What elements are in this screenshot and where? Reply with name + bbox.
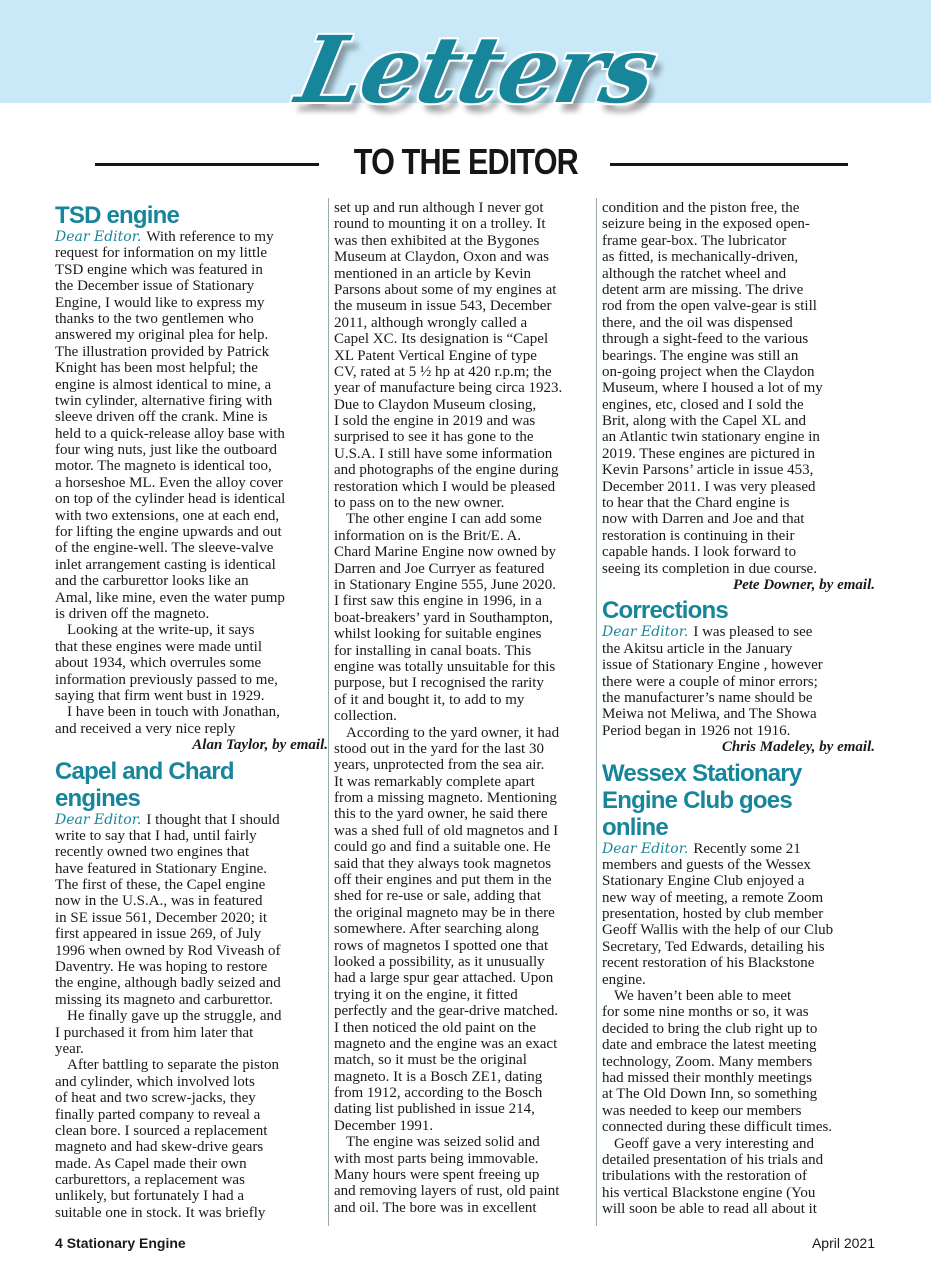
article-heading bbox=[602, 760, 877, 841]
text-line: at The Old Down Inn, so something bbox=[602, 1086, 818, 1103]
text-line: the December issue of Stationary bbox=[55, 278, 255, 295]
column-3 bbox=[602, 200, 877, 1217]
paragraph bbox=[55, 1008, 330, 1057]
paragraph bbox=[334, 200, 609, 511]
text-line: finally parted company to reveal a bbox=[55, 1106, 261, 1123]
text-line: Meiwa not Meliwa, and The Showa bbox=[602, 706, 817, 723]
heading-line: online bbox=[602, 813, 668, 841]
magazine-name: Stationary Engine bbox=[66, 1235, 186, 1251]
text-line: the Akitsu article in the January bbox=[602, 640, 793, 657]
article-heading bbox=[55, 758, 330, 812]
text-line: stood out in the yard for the last 30 bbox=[334, 740, 544, 757]
text-line: have featured in Stationary Engine. bbox=[55, 860, 268, 877]
text-line: information previously passed to me, bbox=[55, 671, 278, 688]
text-line: condition and the piston free, the bbox=[602, 200, 800, 216]
text-line: request for information on my little bbox=[55, 245, 268, 262]
paragraph bbox=[334, 1134, 609, 1216]
text-line: dating list published in issue 214, bbox=[334, 1101, 535, 1118]
text-line: somewhere. After searching along bbox=[334, 921, 539, 938]
text-line: unlikely, but fortunately I had a bbox=[55, 1188, 244, 1205]
text-line: 2011, although wrongly called a bbox=[334, 314, 528, 331]
text-line: Darren and Joe Curryer as featured bbox=[334, 560, 545, 577]
text-line: 2019. These engines are pictured in bbox=[602, 445, 815, 462]
text-line: a horseshoe ML. Even the alloy cover bbox=[55, 474, 283, 491]
text-line: engine. bbox=[602, 971, 646, 988]
text-line: members and guests of the Wessex bbox=[602, 856, 811, 873]
text-line: Museum, where I housed a lot of my bbox=[602, 380, 823, 397]
text-line: now in the U.S.A., was in featured bbox=[55, 893, 263, 910]
text-line: shed for re-use or sale, adding that bbox=[334, 888, 542, 905]
text-line: engine was totally unsuitable for this bbox=[334, 658, 556, 675]
text-line: said that they always took magnetos bbox=[334, 855, 552, 872]
text-line: bearings. The engine was still an bbox=[602, 347, 799, 364]
text-line: of it and bought it, to add to my bbox=[334, 691, 525, 708]
text-line: whilst looking for suitable engines bbox=[334, 626, 542, 643]
text-line: tribulations with the restoration of bbox=[602, 1168, 807, 1185]
paragraph bbox=[334, 725, 609, 1135]
heading-line: Engine Club goes bbox=[602, 786, 792, 814]
text-line: detailed presentation of his trials and bbox=[602, 1151, 824, 1168]
text-line: recently owned two engines that bbox=[55, 844, 250, 861]
text-line: frame gear-box. The lubricator bbox=[602, 232, 787, 249]
text-line: on-going project when the Claydon bbox=[602, 363, 815, 380]
text-line: Secretary, Ted Edwards, detailing his bbox=[602, 938, 825, 955]
paragraph bbox=[602, 624, 877, 739]
heading-line: Corrections bbox=[602, 597, 728, 625]
text-line: and the carburettor looks like an bbox=[55, 573, 249, 590]
text-line: technology, Zoom. Many members bbox=[602, 1053, 813, 1070]
text-line: December 2011. I was very pleased bbox=[602, 478, 816, 495]
text-line: We haven’t been able to meet bbox=[614, 988, 792, 1005]
text-line: of heat and two screw-jacks, they bbox=[55, 1090, 256, 1107]
letter-signature: Pete Downer, by email. bbox=[732, 576, 875, 593]
text-line: rows of magnetos I spotted one that bbox=[334, 937, 549, 954]
text-line: magneto. It is a Bosch ZE1, dating bbox=[334, 1068, 543, 1085]
text-line: for installing in canal boats. This bbox=[334, 642, 532, 659]
text-line: his vertical Blackstone engine (You bbox=[602, 1184, 816, 1201]
paragraph bbox=[55, 1057, 330, 1221]
text-line: Looking at the write-up, it says bbox=[67, 622, 255, 639]
text-line: Geoff Wallis with the help of our Club bbox=[602, 922, 834, 939]
text-line: off their engines and put them in the bbox=[334, 872, 552, 889]
text-line: from a missing magneto. Mentioning bbox=[334, 790, 557, 807]
text-line: Due to Claydon Museum closing, bbox=[334, 396, 537, 413]
heading-line: Capel and Chard bbox=[55, 757, 234, 785]
text-line: Dear Editor. Recently some 21 bbox=[602, 840, 801, 857]
text-line: Parsons about some of my engines at bbox=[334, 281, 557, 298]
title-rule-right bbox=[610, 163, 848, 166]
text-line: engines, etc, closed and I sold the bbox=[602, 396, 804, 413]
text-line: I then noticed the old paint on the bbox=[334, 1019, 537, 1036]
text-line: the engine, although badly seized and bbox=[55, 975, 281, 992]
text-line: missing its magneto and carburettor. bbox=[55, 991, 273, 1008]
footer-left bbox=[55, 1234, 186, 1252]
text-line: four wing nuts, just like the outboard bbox=[55, 442, 278, 459]
text-line: through a sight-feed to the various bbox=[602, 331, 809, 348]
text-line: to hear that the Chard engine is bbox=[602, 495, 790, 512]
text-line: twin cylinder, alternative firing with bbox=[55, 392, 273, 409]
text-line: date and embrace the latest meeting bbox=[602, 1037, 817, 1054]
text-line: detent arm are missing. The drive bbox=[602, 281, 804, 298]
text-line: match, so it must be the original bbox=[334, 1052, 527, 1069]
page-number: 4 bbox=[55, 1235, 63, 1251]
subtitle-text: TO THE EDITOR bbox=[353, 141, 578, 182]
text-line: write to say that I had, until fairly bbox=[55, 827, 257, 844]
text-line: the manufacturer’s name should be bbox=[602, 689, 813, 706]
text-line: answered my original plea for help. bbox=[55, 327, 269, 344]
text-line: Brit, along with the Capel XL and bbox=[602, 413, 806, 430]
text-line: for lifting the engine upwards and out bbox=[55, 524, 282, 541]
text-line: from 1912, according to the Bosch bbox=[334, 1085, 543, 1102]
text-line: Engine, I would like to express my bbox=[55, 294, 265, 311]
text-line: It was remarkably complete apart bbox=[334, 773, 535, 790]
text-line: to pass on to the new owner. bbox=[334, 495, 505, 512]
text-line: and cylinder, which involved lots bbox=[55, 1073, 255, 1090]
text-line: capable hands. I look forward to bbox=[602, 544, 797, 561]
text-line: Dear Editor. I was pleased to see bbox=[602, 624, 813, 641]
text-line: will soon be able to read all about it bbox=[602, 1201, 817, 1218]
article-heading bbox=[602, 597, 877, 624]
column-1 bbox=[55, 200, 330, 1221]
text-line: had missed their monthly meetings bbox=[602, 1069, 812, 1086]
text-line: inlet arrangement casting is identical bbox=[55, 556, 276, 573]
text-line: Chard Marine Engine now owned by bbox=[334, 544, 557, 561]
text-line: presentation, hosted by club member bbox=[602, 906, 824, 923]
text-line: boat-breakers’ yard in Southampton, bbox=[334, 609, 553, 626]
text-line: restoration is continuing in their bbox=[602, 527, 795, 544]
text-line: set up and run although I never got bbox=[334, 200, 544, 216]
text-line: The first of these, the Capel engine bbox=[55, 877, 266, 894]
letter-signature: Alan Taylor, by email. bbox=[192, 737, 328, 754]
text-line: with most parts being immovable. bbox=[334, 1150, 539, 1167]
text-line: rod from the open valve-gear is still bbox=[602, 298, 817, 315]
text-line: collection. bbox=[334, 708, 397, 725]
article-heading bbox=[55, 202, 330, 229]
text-line: I purchased it from him later that bbox=[55, 1024, 254, 1041]
text-line: the original magneto may be in there bbox=[334, 904, 555, 921]
text-line: thanks to the two gentlemen who bbox=[55, 310, 254, 327]
paragraph bbox=[602, 200, 877, 577]
text-line: The illustration provided by Patrick bbox=[55, 343, 270, 360]
paragraph bbox=[602, 988, 877, 1136]
text-line: He finally gave up the struggle, and bbox=[67, 1008, 282, 1025]
text-line: an Atlantic twin stationary engine in bbox=[602, 429, 820, 446]
text-line: surprised to see it has gone to the bbox=[334, 429, 534, 446]
text-line: I first saw this engine in 1996, in a bbox=[334, 593, 542, 610]
text-line: there, and the oil was dispensed bbox=[602, 314, 793, 331]
text-line: According to the yard owner, it had bbox=[346, 724, 560, 741]
text-line: decided to bring the club right up to bbox=[602, 1020, 818, 1037]
salutation: Dear Editor. bbox=[602, 840, 689, 857]
letters-logo: Letters bbox=[288, 16, 665, 124]
salutation: Dear Editor. bbox=[55, 811, 142, 828]
text-line: and photographs of the engine during bbox=[334, 462, 559, 479]
text-line: Kevin Parsons’ article in issue 453, bbox=[602, 462, 814, 479]
text-line: this to the yard owner, he said there bbox=[334, 806, 548, 823]
salutation: Dear Editor. bbox=[602, 624, 689, 641]
text-line: U.S.A. I still have some information bbox=[334, 445, 553, 462]
text-line: Dear Editor. With reference to my bbox=[55, 229, 274, 245]
text-line: Capel XC. Its designation is “Capel bbox=[334, 331, 549, 348]
text-line: was needed to keep our members bbox=[602, 1102, 802, 1119]
text-line: information on is the Brit/E. A. bbox=[334, 527, 522, 544]
text-line: the museum in issue 543, December bbox=[334, 298, 552, 315]
paragraph bbox=[55, 704, 330, 737]
text-line: magneto and had skew-drive gears bbox=[55, 1139, 264, 1156]
column-2 bbox=[334, 200, 609, 1216]
text-line: Geoff gave a very interesting and bbox=[614, 1135, 815, 1152]
text-line: XL Patent Vertical Engine of type bbox=[334, 347, 537, 364]
text-line: in SE issue 561, December 2020; it bbox=[55, 909, 268, 926]
text-line: purpose, but I recognised the rarity bbox=[334, 675, 544, 692]
text-line: restoration which I would be pleased bbox=[334, 478, 556, 495]
text-line: Daventry. He was hoping to restore bbox=[55, 959, 268, 976]
paragraph bbox=[602, 1136, 877, 1218]
text-line: Knight has been most helpful; the bbox=[55, 360, 258, 377]
text-line: although the ratchet wheel and bbox=[602, 265, 787, 282]
text-line: Amal, like mine, even the water pump bbox=[55, 589, 285, 606]
letter-signature: Chris Madeley, by email. bbox=[721, 739, 875, 756]
text-line: After battling to separate the piston bbox=[67, 1057, 280, 1074]
text-line: perfectly and the gear-drive matched. bbox=[334, 1003, 559, 1020]
text-line: Museum at Claydon, Oxon and was bbox=[334, 249, 549, 266]
text-line: made. As Capel made their own bbox=[55, 1155, 247, 1172]
text-line: now with Darren and Joe and that bbox=[602, 511, 805, 528]
text-line: on top of the cylinder head is identical bbox=[55, 491, 286, 508]
text-line: year of manufacture being circa 1923. bbox=[334, 380, 563, 397]
text-line: mentioned in an article by Kevin bbox=[334, 265, 532, 282]
text-line: carburettors, a replacement was bbox=[55, 1172, 245, 1189]
text-line: in Stationary Engine 555, June 2020. bbox=[334, 576, 557, 593]
text-line: that these engines were made until bbox=[55, 638, 263, 655]
heading-line: engines bbox=[55, 784, 141, 812]
heading-line: TSD engine bbox=[55, 202, 180, 229]
text-line: The engine was seized solid and bbox=[346, 1134, 540, 1151]
text-line: seizure being in the exposed open- bbox=[602, 216, 810, 233]
text-line: saying that firm went bust in 1929. bbox=[55, 687, 265, 704]
text-line: clean bore. I sourced a replacement bbox=[55, 1122, 268, 1139]
text-line: Dear Editor. I thought that I should bbox=[55, 811, 280, 828]
text-line: years, unprotected from the sea air. bbox=[334, 757, 545, 774]
text-line: round to mounting it on a trolley. It bbox=[334, 216, 546, 233]
text-line: December 1991. bbox=[334, 1117, 434, 1134]
salutation: Dear Editor. bbox=[55, 229, 142, 245]
text-line: engine is almost identical to mine, a bbox=[55, 376, 272, 393]
text-line: 1996 when owned by Rod Viveash of bbox=[55, 942, 281, 959]
text-line: year. bbox=[55, 1040, 84, 1057]
text-line: about 1934, which overrules some bbox=[55, 655, 262, 672]
paragraph bbox=[55, 229, 330, 622]
text-line: there were a couple of minor errors; bbox=[602, 673, 818, 690]
text-line: first appeared in issue 269, of July bbox=[55, 926, 262, 943]
text-line: trying it on the engine, it fitted bbox=[334, 986, 518, 1003]
text-line: Period began in 1926 not 1916. bbox=[602, 722, 791, 739]
text-line: Many hours were spent freeing up bbox=[334, 1167, 540, 1184]
text-line: recent restoration of his Blackstone bbox=[602, 955, 815, 972]
text-line: new way of meeting, a remote Zoom bbox=[602, 889, 824, 906]
text-line: issue of Stationary Engine , however bbox=[602, 657, 823, 674]
text-line: TSD engine which was featured in bbox=[55, 261, 263, 278]
text-line: motor. The magneto is identical too, bbox=[55, 458, 272, 475]
text-line: sleeve driven off the crank. Mine is bbox=[55, 409, 268, 426]
text-line: suitable one in stock. It was briefly bbox=[55, 1204, 266, 1221]
text-line: and removing layers of rust, old paint bbox=[334, 1183, 560, 1200]
text-line: held to a quick-release alloy base with bbox=[55, 425, 285, 442]
text-line: I have been in touch with Jonathan, bbox=[67, 704, 280, 721]
text-line: of the engine-well. The sleeve-valve bbox=[55, 540, 274, 557]
text-line: was a shed full of old magnetos and I bbox=[334, 822, 559, 839]
text-line: was then exhibited at the Bygones bbox=[334, 232, 540, 249]
text-line: CV, rated at 5 ½ hp at 420 r.p.m; the bbox=[334, 363, 552, 380]
text-line: connected during these difficult times. bbox=[602, 1119, 833, 1136]
text-line: could go and find a suitable one. He bbox=[334, 839, 551, 856]
section-subtitle bbox=[0, 140, 931, 184]
issue-date: April 2021 bbox=[811, 1235, 875, 1251]
paragraph bbox=[55, 622, 330, 704]
text-line: looked a possibility, as it unusually bbox=[334, 953, 545, 970]
paragraph bbox=[55, 812, 330, 1009]
text-line: and oil. The bore was in excellent bbox=[334, 1199, 537, 1216]
text-line: had a large spur gear attached. Upon bbox=[334, 970, 554, 987]
text-line: with two extensions, one at each end, bbox=[55, 507, 280, 524]
heading-line: Wessex Stationary bbox=[602, 759, 802, 787]
text-line: magneto and the engine was an exact bbox=[334, 1035, 558, 1052]
text-line: Stationary Engine Club enjoyed a bbox=[602, 873, 805, 890]
paragraph bbox=[334, 511, 609, 724]
paragraph bbox=[602, 841, 877, 989]
text-line: The other engine I can add some bbox=[346, 511, 542, 528]
text-line: I sold the engine in 2019 and was bbox=[334, 413, 536, 430]
text-line: for some nine months or so, it was bbox=[602, 1004, 809, 1021]
text-line: is driven off the magneto. bbox=[55, 605, 210, 622]
text-line: as fitted, is mechanically-driven, bbox=[602, 249, 799, 266]
text-line: and received a very nice reply bbox=[55, 720, 236, 737]
text-line: seeing its completion in due course. bbox=[602, 560, 817, 577]
